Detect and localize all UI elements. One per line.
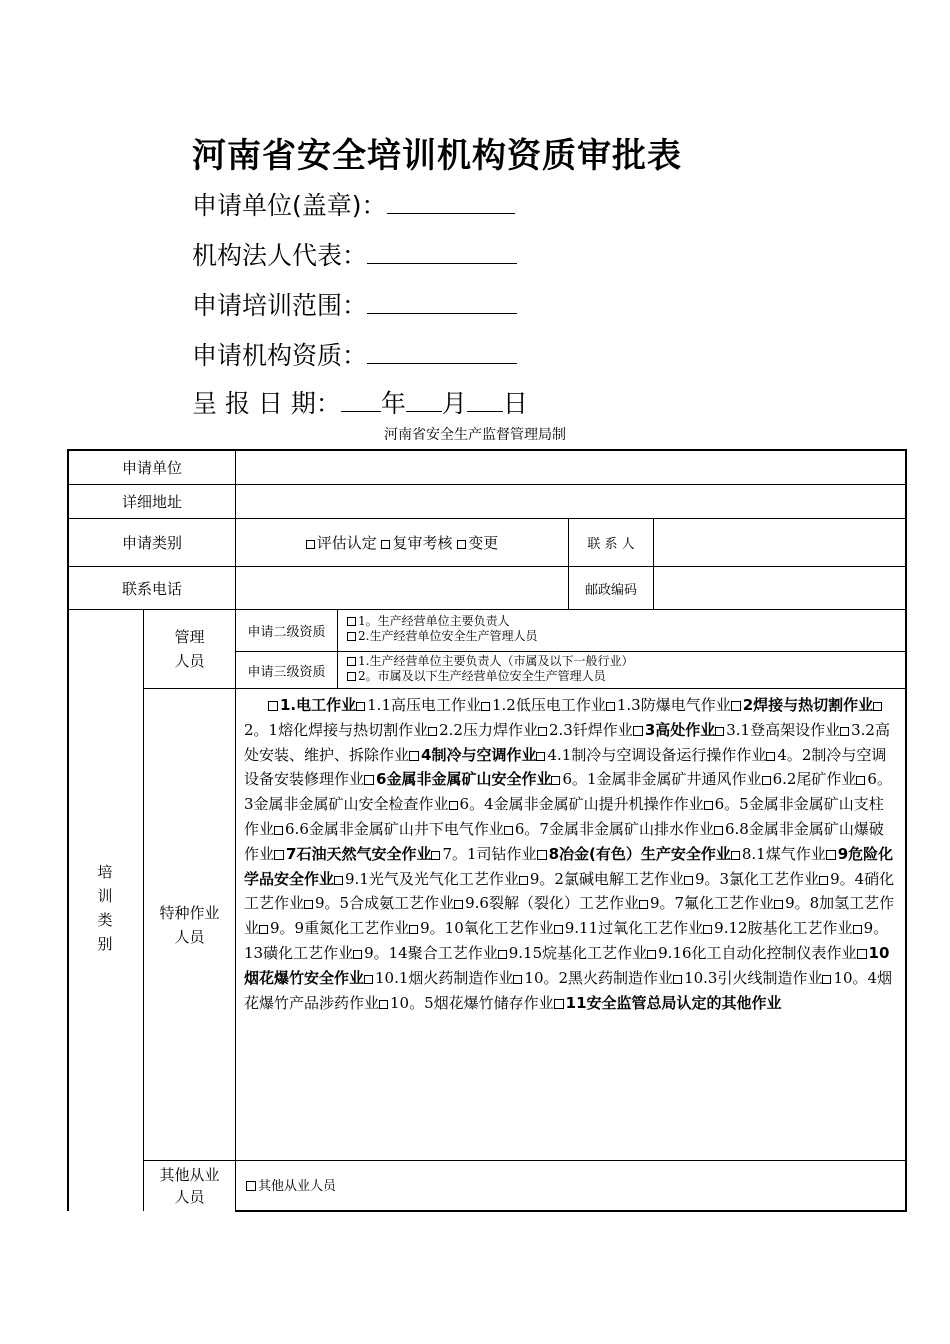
- table-col-line-level: [337, 609, 338, 689]
- checkbox-icon: [704, 801, 713, 810]
- postcode-input[interactable]: [654, 567, 905, 609]
- special-subitem[interactable]: [715, 721, 840, 739]
- checkbox-icon: [554, 999, 564, 1009]
- qualification-blank[interactable]: [367, 341, 517, 364]
- other-label: 其他从业 人员: [159, 1166, 220, 1206]
- special-item-label: 10烟花爆竹安全作业: [244, 943, 890, 987]
- special-category-item[interactable]: [554, 994, 782, 1012]
- special-category-item[interactable]: [633, 721, 715, 739]
- checkbox-icon: [428, 727, 437, 736]
- applicant-line: [192, 186, 515, 222]
- checkbox-icon: [381, 540, 390, 549]
- checkbox-icon: [703, 925, 712, 934]
- checkbox-icon: [538, 727, 547, 736]
- level3-options: [347, 654, 633, 684]
- special-subitem[interactable]: [481, 696, 606, 714]
- month-blank[interactable]: [406, 389, 442, 412]
- special-subitem[interactable]: [409, 919, 554, 937]
- checkbox-icon: [268, 701, 278, 711]
- special-item-label: 4.1制冷与空调设备运行操作作业: [547, 745, 767, 764]
- special-item-label: 4。2制冷与空调设备安装修理作业: [244, 745, 887, 789]
- checkbox-icon: [431, 851, 440, 860]
- address-input[interactable]: [236, 485, 905, 518]
- checkbox-icon: [334, 876, 343, 885]
- type-option-evaluate[interactable]: 评估认定: [306, 532, 377, 553]
- scope-label: 申请培训范围：: [192, 291, 368, 320]
- special-item-label: 2焊接与热切割作业: [742, 696, 874, 714]
- checkbox-icon: [304, 900, 313, 909]
- special-item-label: 6.2尾矿作业: [772, 770, 857, 789]
- special-item-label: 9。14聚合工艺作业: [364, 943, 498, 962]
- special-subitem[interactable]: [647, 944, 856, 962]
- special-category-item[interactable]: [409, 746, 536, 764]
- checkbox-icon: [731, 851, 740, 860]
- level2-option-safety-manager[interactable]: 2.生产经营单位安全生产管理人员: [347, 629, 537, 644]
- checkbox-icon: [347, 632, 356, 641]
- special-item-label: 9危险化学品安全作业: [244, 844, 894, 888]
- checkbox-icon: [856, 776, 865, 785]
- special-subitem[interactable]: [449, 795, 704, 813]
- special-subitem[interactable]: [684, 870, 819, 888]
- checkbox-icon: [259, 925, 268, 934]
- special-subitem[interactable]: [703, 919, 852, 937]
- special-subitem[interactable]: [639, 894, 774, 912]
- level3-label: 申请三级资质: [247, 664, 326, 680]
- special-item-label: 6。3金属非金属矿山安全检查作业: [244, 770, 892, 814]
- special-category-item[interactable]: [731, 696, 873, 714]
- special-subitem[interactable]: [364, 969, 513, 987]
- day-label: 日: [502, 389, 528, 418]
- special-item-label: 9.15烷基化工艺作业: [508, 943, 648, 962]
- special-item-label: 1.3防爆电气作业: [616, 696, 731, 714]
- checkbox-icon: [819, 876, 828, 885]
- special-subitem[interactable]: [538, 721, 633, 739]
- level3-option-safety-manager[interactable]: 2。市属及以下生产经营单位安全生产管理人员: [347, 669, 633, 684]
- special-item-label: 6.6金属非金属矿山井下电气作业: [285, 819, 504, 838]
- checkbox-icon: [347, 657, 356, 666]
- level2-label: 申请二级资质: [247, 625, 326, 640]
- special-subitem[interactable]: [428, 721, 538, 739]
- checkbox-icon: [536, 752, 545, 761]
- special-item-label: 9.12胺基化工艺作业: [714, 919, 853, 938]
- special-label: 特种作业 人员: [159, 903, 220, 946]
- special-subitem[interactable]: [259, 919, 409, 937]
- management-label: 管理 人员: [174, 628, 205, 670]
- special-item-label: 3.1登高架设作业: [726, 720, 841, 739]
- special-category-item[interactable]: [268, 696, 356, 714]
- special-item-label: 6。4金属非金属矿山提升机操作作业: [459, 795, 704, 814]
- special-item-label: 9。8加氢工艺作业: [244, 894, 895, 938]
- special-subitem[interactable]: [353, 944, 498, 962]
- checkbox-icon: [353, 950, 362, 959]
- applicant-label: 申请单位(盖章)：: [192, 191, 387, 220]
- unit-input[interactable]: [236, 451, 905, 484]
- special-subitem[interactable]: [334, 870, 519, 888]
- special-item-label: 10。2黑火药制造作业: [524, 968, 674, 987]
- special-item-label: 9。4硝化工艺作业: [244, 869, 895, 913]
- date-label: 呈 报 日 期：: [192, 389, 341, 418]
- special-item-label: 9.16化工自动化控制仪表作业: [658, 943, 857, 962]
- contact-input[interactable]: [654, 519, 905, 566]
- checkbox-icon: [356, 702, 365, 711]
- special-item-label: 9。13磺化工艺作业: [244, 919, 889, 962]
- checkbox-icon: [449, 801, 458, 810]
- special-item-label: 2.2压力焊作业: [439, 720, 538, 739]
- other-option[interactable]: 其他从业人员: [246, 1179, 336, 1194]
- level3-option-principal[interactable]: 1.生产经营单位主要负责人（市属及以下一般行业）: [347, 654, 633, 669]
- special-category-item[interactable]: [274, 845, 431, 863]
- year-blank[interactable]: [341, 389, 381, 412]
- special-item-label: 9.11过氧化工艺作业: [564, 919, 704, 938]
- special-item-label: 10.3引火线制造作业: [684, 968, 823, 987]
- type-option-change[interactable]: 变更: [457, 532, 498, 553]
- qualification-label: 申请机构资质：: [192, 341, 368, 370]
- special-subitem[interactable]: [554, 919, 703, 937]
- special-item-label: 11安全监管总局认定的其他作业: [565, 993, 782, 1012]
- special-category-item[interactable]: [364, 770, 551, 788]
- special-item-label: 8.1煤气作业: [741, 844, 826, 863]
- type-options: [236, 519, 568, 566]
- special-item-label: 10.1烟火药制造作业: [375, 968, 514, 987]
- special-subitem[interactable]: [379, 994, 554, 1012]
- checkbox-icon: [519, 876, 528, 885]
- level2-options: [347, 614, 537, 644]
- type-label: 申请类别: [121, 534, 182, 552]
- representative-label: 机构法人代表：: [192, 241, 368, 270]
- checkbox-icon: [347, 672, 356, 681]
- checkbox-icon: [647, 950, 656, 959]
- applicant-blank[interactable]: [387, 191, 515, 214]
- special-item-label: 1.电工作业: [280, 696, 357, 714]
- special-item-label: 9。2氯碱电解工艺作业: [529, 869, 684, 888]
- special-item-label: 9.1光气及光气化工艺作业: [345, 869, 519, 888]
- table-right-border: [905, 449, 907, 1212]
- scope-line: [192, 286, 517, 322]
- unit-label: 申请单位: [121, 459, 182, 477]
- special-item-label: 2。1熔化焊接与热切割作业: [244, 720, 429, 739]
- checkbox-icon: [714, 826, 723, 835]
- checkbox-icon: [513, 975, 522, 984]
- special-item-label: 10。5烟花爆竹储存作业: [390, 993, 554, 1012]
- checkbox-icon: [853, 925, 862, 934]
- special-item-label: 8冶金(有色）生产安全作业: [548, 844, 731, 863]
- special-item-label: 6。1金属非金属矿井通风作业: [562, 770, 762, 789]
- special-item-label: 9。9重氮化工艺作业: [270, 919, 410, 938]
- checkbox-icon: [364, 975, 373, 984]
- checkbox-icon: [606, 702, 615, 711]
- checkbox-icon: [873, 702, 882, 711]
- special-item-label: 9。10氧化工艺作业: [420, 919, 554, 938]
- day-blank[interactable]: [467, 389, 503, 412]
- checkbox-icon: [826, 850, 836, 860]
- special-item-label: 7。1司钻作业: [442, 844, 537, 863]
- phone-label: 联系电话: [121, 579, 182, 598]
- special-item-label: 6.8金属非金属矿山爆破作业: [244, 819, 884, 863]
- special-subitem[interactable]: [673, 969, 822, 987]
- special-subitem[interactable]: [431, 845, 536, 863]
- special-item-label: 9。3氯化工艺作业: [694, 869, 820, 888]
- special-item-label: 3.2高处安装、维护、拆除作业: [244, 720, 890, 764]
- special-subitem[interactable]: [356, 696, 481, 714]
- checkbox-icon: [857, 949, 867, 959]
- special-subitem[interactable]: [454, 894, 639, 912]
- checkbox-icon: [364, 775, 374, 785]
- special-item-label: 3高处作业: [644, 720, 716, 739]
- checkbox-icon: [306, 540, 315, 549]
- qualification-line: [192, 336, 517, 372]
- training-category-label: 培 训 类 别: [97, 863, 113, 953]
- special-item-label: 9.6裂解（裂化）工艺作业: [465, 894, 639, 913]
- table-row-line-7: [143, 1160, 906, 1161]
- address-label: 详细地址: [121, 493, 182, 511]
- checkbox-icon: [498, 950, 507, 959]
- checkbox-icon: [639, 900, 648, 909]
- special-item-label: 2.3钎焊作业: [548, 720, 633, 739]
- special-subitem[interactable]: [513, 969, 673, 987]
- checkbox-icon: [537, 850, 547, 860]
- checkbox-icon: [774, 900, 783, 909]
- scope-blank[interactable]: [367, 291, 517, 314]
- phone-input[interactable]: [236, 567, 568, 609]
- postcode-label: 邮政编码: [584, 582, 637, 598]
- checkbox-icon: [633, 726, 643, 736]
- special-subitem[interactable]: [536, 746, 766, 764]
- special-item-label: 6。7金属非金属矿山排水作业: [514, 819, 714, 838]
- table-row-line-6: [143, 688, 906, 689]
- special-item-label: 6。5金属非金属矿山支柱作业: [244, 795, 884, 838]
- checkbox-icon: [822, 975, 831, 984]
- special-item-label: 1.1高压电工作业: [367, 696, 481, 714]
- checkbox-icon: [766, 752, 775, 761]
- checkbox-icon: [274, 850, 284, 860]
- contact-label: 联 系 人: [587, 537, 635, 552]
- checkbox-icon: [551, 776, 560, 785]
- special-item-label: 4制冷与空调作业: [421, 745, 537, 764]
- issuer-note: 河南省安全生产监督管理局制: [384, 427, 566, 443]
- special-subitem[interactable]: [504, 820, 714, 838]
- checkbox-icon: [554, 925, 563, 934]
- checkbox-icon: [762, 776, 771, 785]
- special-item-label: 6金属非金属矿山安全作业: [376, 770, 552, 789]
- special-item-label: 10。4烟花爆竹产品涉药作业: [244, 968, 893, 1012]
- year-label: 年: [380, 389, 406, 418]
- special-subitem[interactable]: [606, 696, 731, 714]
- checkbox-icon: [409, 925, 418, 934]
- checkbox-icon: [504, 826, 513, 835]
- special-subitem[interactable]: [519, 870, 684, 888]
- special-subitem[interactable]: [304, 894, 454, 912]
- date-line: [192, 384, 528, 420]
- checkbox-icon: [715, 727, 724, 736]
- special-operations-list: [244, 693, 898, 1015]
- special-item-label: 9。5合成氨工艺作业: [315, 894, 455, 913]
- table-bottom-line: [235, 1210, 906, 1212]
- checkbox-icon: [454, 900, 463, 909]
- checkbox-icon: [840, 727, 849, 736]
- level2-option-principal[interactable]: 1。生产经营单位主要负责人: [347, 614, 537, 629]
- special-item-label: 9。7氟化工艺作业: [649, 894, 775, 913]
- checkbox-icon: [409, 751, 419, 761]
- special-subitem[interactable]: [274, 820, 504, 838]
- special-subitem[interactable]: [762, 770, 857, 788]
- checkbox-icon: [246, 1181, 256, 1191]
- checkbox-icon: [673, 975, 682, 984]
- checkbox-icon: [457, 540, 466, 549]
- type-option-review[interactable]: 复审考核: [381, 532, 452, 553]
- checkbox-icon: [481, 702, 490, 711]
- checkbox-icon: [274, 826, 283, 835]
- special-category-item[interactable]: [537, 845, 731, 863]
- special-subitem[interactable]: [731, 845, 826, 863]
- month-label: 月: [441, 389, 467, 418]
- representative-blank[interactable]: [367, 241, 517, 264]
- checkbox-icon: [347, 617, 356, 626]
- special-subitem[interactable]: [498, 944, 647, 962]
- special-subitem[interactable]: [551, 770, 761, 788]
- checkbox-icon: [731, 701, 741, 711]
- special-item-label: 1.2低压电工作业: [492, 696, 606, 714]
- representative-line: [192, 236, 517, 272]
- checkbox-icon: [379, 1000, 388, 1009]
- checkbox-icon: [684, 876, 693, 885]
- special-item-label: 7石油天然气安全作业: [286, 844, 432, 863]
- document-title: 河南省安全培训机构资质审批表: [192, 136, 682, 176]
